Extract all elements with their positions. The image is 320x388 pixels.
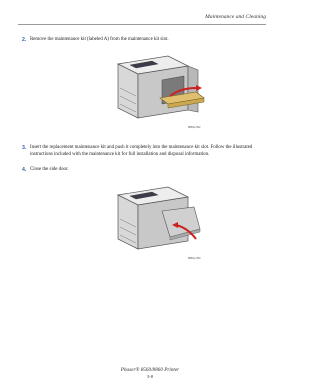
figure-remove-kit (100, 52, 210, 132)
step-number: 4. (22, 167, 27, 173)
step-2 (22, 37, 266, 44)
figure-code: 8860p-053 (188, 257, 201, 260)
header-divider (18, 24, 266, 25)
footer-product: Phaser® 8560/8860 Printer (120, 367, 180, 373)
section-title: Maintenance and Cleaning (205, 14, 266, 20)
step-number: 3. (22, 145, 27, 151)
step-text: Remove the maintenance kit (labeled A) from the maintenance kit slot. (30, 37, 169, 42)
footer-page-number: 5-8 (146, 374, 154, 379)
step-number: 2. (22, 37, 27, 43)
step-text: Close the side door. (30, 167, 69, 172)
step-4 (22, 167, 266, 174)
close-side-door-illustration (100, 183, 210, 263)
figure-code: 8860p-052 (188, 126, 201, 129)
step-text: Insert the replacement maintenance kit and push it completely into the maintenance kit slot. Follow the illustrated instructions included with the maintenance kit for full installation and disposal information. (30, 145, 253, 157)
figure-close-door (100, 183, 210, 263)
step-3 (22, 145, 266, 158)
remove-maintenance-kit-illustration (100, 52, 210, 132)
